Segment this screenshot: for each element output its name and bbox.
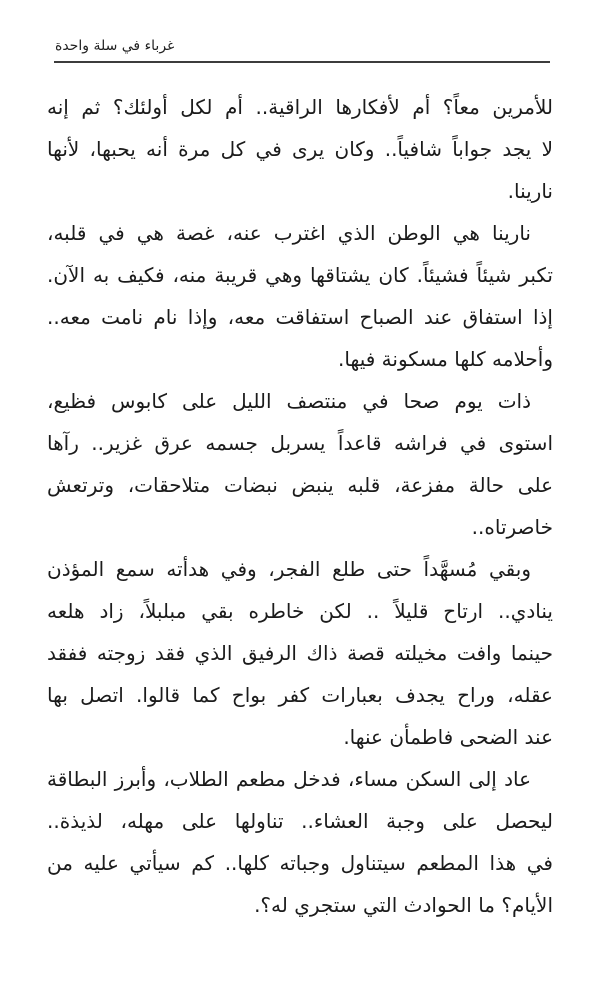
header-rule-divider [54,61,550,63]
text-line: للأمرين معاً؟ أم لأفكارها الراقية.. أم لكل أولئك؟ ثم إنه [47,95,553,119]
text-line: تكبر شيئاً فشيئاً. كان يشتاقها وهي قريبة منه، فكيف به الآن. [47,263,553,287]
text-line: نارينا هي الوطن الذي اغترب عنه، غصة هي في قلبه، [47,221,531,245]
text-line: وأحلامه كلها مسكونة فيها. [338,347,553,371]
text-line: لا يجد جواباً شافياً.. وكان يرى في كل مرة أنه يحبها، لأنها [47,137,553,161]
text-line: وبقي مُسهَّداً حتى طلع الفجر، وفي هدأته سمع المؤذن [47,557,531,581]
text-line: نارينا. [507,179,553,203]
text-line: ينادي.. ارتاح قليلاً .. لكن خاطره بقي مبلبلاً، زاد هلعه [47,599,553,623]
text-line: إذا استفاق عند الصباح استفاقت معه، وإذا نام نامت معه.. [47,305,553,329]
body-text [47,86,553,926]
text-line: في هذا المطعم سيتناول وجباته كلها.. كم سيأتي عليه من [47,851,553,875]
text-line: عند الضحى فاطمأن عنها. [343,725,553,749]
text-line: على حالة مفزعة، قلبه ينبض نبضات متلاحقات، وترتعش [47,473,553,497]
text-line: ليحصل على وجبة العشاء.. تناولها على مهله، لذيذة.. [47,809,553,833]
text-line: حينما وافت مخيلته قصة ذاك الرفيق الذي فقد زوجته ففقد [47,641,553,665]
text-line: خاصرتاه.. [471,515,553,539]
text-line: عقله، وراح يجدف بعبارات كفر بواح كما قالوا. اتصل بها [47,683,553,707]
text-line: استوى في فراشه قاعداً يسربل جسمه عرق غزير.. رآها [47,431,553,455]
text-line: عاد إلى السكن مساء، فدخل مطعم الطلاب، وأبرز البطاقة [47,767,531,791]
text-line: ذات يوم صحا في منتصف الليل على كابوس فظيع، [47,389,531,413]
running-header-title: غرباء في سلة واحدة [55,38,175,54]
text-line: الأيام؟ ما الحوادث التي ستجري له؟. [254,893,553,917]
